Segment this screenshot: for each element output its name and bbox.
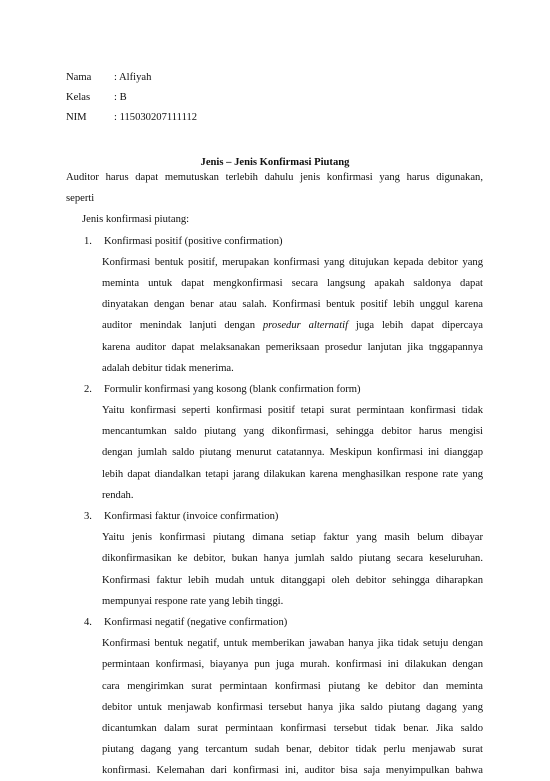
item-heading: Konfirmasi positif (positive confirmation) — [104, 235, 283, 247]
item-text-line: dicantumkan dalam surat permintaan konfirmasi tersebut tidak benar. Jika saldo — [102, 722, 483, 734]
item-text-line: piutang dagang yang tercantum sudah benar, debitor tidak perlu menjawab surat — [102, 744, 483, 756]
item-text-line: Konfirmasi bentuk negatif, untuk memberikan jawaban hanya jika tidak setuju dengan — [102, 638, 483, 650]
item-number: 1. — [84, 235, 92, 247]
item-text-line: karena auditor dapat melaksanakan pemeriksaan prosedur lanjutan jika tnggapannya — [102, 341, 483, 353]
item-text-line: konfirmasi. Kelemahan dari konfirmasi ini, auditor bisa saja menyimpulkan bahwa — [102, 765, 483, 777]
kelas-value: : B — [114, 92, 127, 103]
item-text-line: dinyatakan dengan benar atau salah. Konfirmasi bentuk positif lebih unggul karena — [102, 299, 483, 311]
item-number: 2. — [84, 383, 92, 395]
item-text-segment: juga lebih dapat dipercaya — [348, 320, 483, 332]
item-number: 3. — [84, 511, 92, 522]
nama-label: Nama — [66, 72, 92, 83]
intro-line-3: Jenis konfirmasi piutang: — [82, 214, 190, 226]
kelas-label: Kelas — [66, 92, 91, 103]
list-item — [66, 231, 483, 379]
kelas-row — [66, 88, 197, 108]
item-heading: Konfirmasi faktur (invoice confirmation) — [104, 511, 279, 522]
item-text-segment: auditor menindak lanjuti dengan — [102, 320, 263, 332]
list-item — [66, 612, 483, 781]
item-text-line: lebih dapat diandalkan tetapi jarang dilakukan karena menghasilkan respone rate yang — [102, 468, 483, 480]
item-text-line: Yaitu jenis konfirmasi piutang dimana setiap faktur yang masih belum dibayar — [102, 532, 483, 544]
item-heading: Konfirmasi negatif (negative confirmation) — [104, 616, 288, 628]
list-item — [66, 506, 483, 612]
intro-line-1: Auditor harus dapat memutuskan terlebih dahulu jenis konfirmasi yang harus digunakan, — [66, 172, 483, 183]
nama-row — [66, 68, 197, 88]
document-title: Jenis – Jenis Konfirmasi Piutang — [200, 157, 350, 168]
list-item — [66, 379, 483, 506]
nim-value: : 115030207111112 — [114, 112, 198, 123]
item-text-line: debitor untuk menjawab konfirmasi tersebut hanya jika saldo piutang dagang yang — [102, 701, 483, 713]
nama-value: : Alfiyah — [114, 72, 152, 83]
item-text-line: mencantumkan saldo piutang yang dikonfirmasi, sehingga debitor harus mengisi — [102, 426, 483, 438]
identity-header — [66, 68, 197, 128]
document-body — [66, 167, 483, 781]
item-text-italic: prosedur alternatif — [262, 320, 349, 332]
nim-row — [66, 108, 197, 128]
item-text-line: rendah. — [102, 489, 134, 501]
nim-label: NIM — [66, 112, 87, 123]
item-text-line: dikonfirmasikan ke debitor, bukan hanya jumlah saldo piutang secara keseluruhan. — [102, 553, 483, 565]
item-text-line: cara mengirimkan surat permintaan konfirmasi piutang ke debitor dan meminta — [102, 680, 483, 692]
item-text-line: meminta untuk dapat mengkonfirmasi secara langsung apakah saldonya dapat — [102, 277, 483, 289]
item-text-line: dengan jumlah saldo piutang menurut catatannya. Meskipun konfirmasi ini dianggap — [102, 447, 483, 459]
item-text-line: adalah debitur tidak menerima. — [102, 362, 234, 374]
intro-line-2: seperti — [66, 193, 95, 205]
item-number: 4. — [84, 616, 92, 628]
item-text-line — [102, 315, 483, 336]
item-text-line: mempunyai respone rate yang lebih tinggi. — [102, 595, 284, 607]
item-heading: Formulir konfirmasi yang kosong (blank confirmation form) — [104, 383, 361, 395]
item-text-line: Konfirmasi bentuk positif, merupakan konfirmasi yang ditujukan kepada debitor yang — [102, 256, 483, 268]
item-text-line: Yaitu konfirmasi seperti konfirmasi positif tetapi surat permintaan konfirmasi tidak — [102, 405, 483, 417]
item-text-line: Konfirmasi faktur lebih mudah untuk ditanggapi oleh debitor sehingga diharapkan — [102, 574, 483, 586]
item-text-line: permintaan konfirmasi, biayanya pun juga murah. konfirmasi ini dilakukan dengan — [102, 659, 483, 671]
